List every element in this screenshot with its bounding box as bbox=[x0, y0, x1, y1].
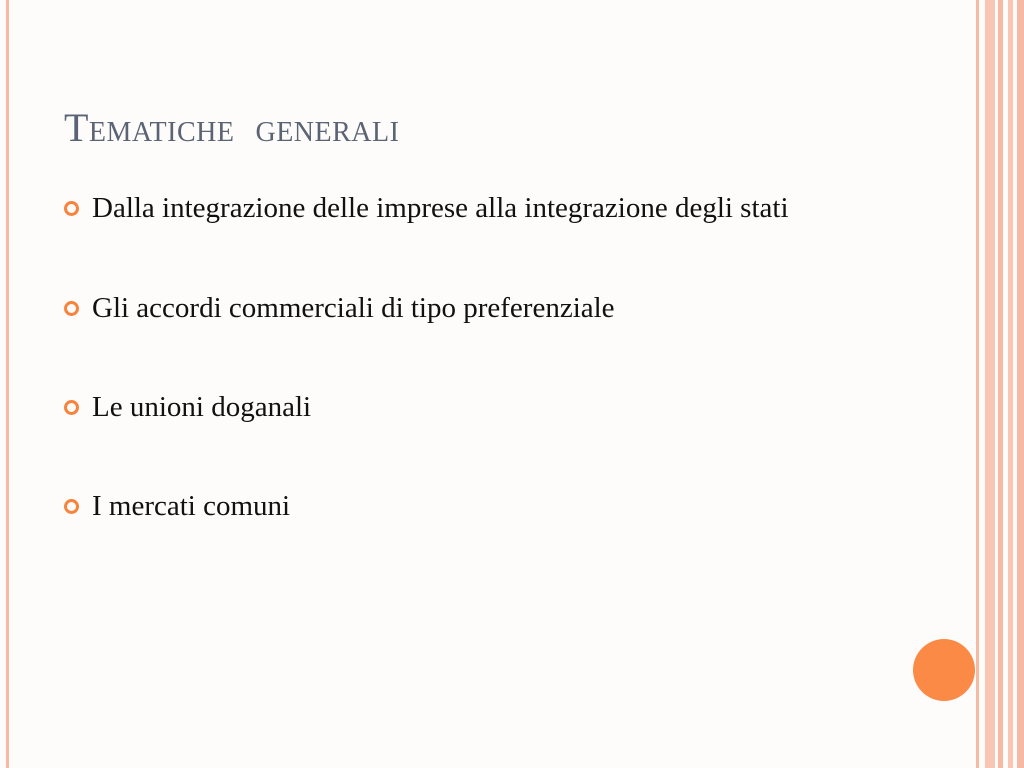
orange-circle-decoration bbox=[913, 639, 975, 701]
bullet-text: Gli accordi commerciali di tipo preferenziale bbox=[92, 292, 615, 324]
bullet-item bbox=[64, 288, 884, 328]
bullet-icon bbox=[64, 499, 79, 514]
bullet-text: Dalla integrazione delle imprese alla integrazione degli stati bbox=[92, 192, 789, 224]
bullet-item bbox=[64, 387, 884, 427]
right-decorative-stripe bbox=[1017, 0, 1024, 768]
left-decorative-stripe bbox=[6, 0, 9, 768]
bullet-item bbox=[64, 486, 884, 526]
bullet-icon bbox=[64, 201, 79, 216]
bullet-list bbox=[64, 188, 884, 526]
bullet-icon bbox=[64, 400, 79, 415]
right-decorative-stripe bbox=[998, 0, 1003, 768]
right-decorative-stripe bbox=[1008, 0, 1013, 768]
bullet-item bbox=[64, 188, 884, 228]
right-decorative-stripe bbox=[976, 0, 979, 768]
bullet-icon bbox=[64, 301, 79, 316]
slide-title: Tematiche generali bbox=[64, 105, 400, 150]
bullet-text: I mercati comuni bbox=[92, 490, 291, 522]
bullet-text: Le unioni doganali bbox=[92, 391, 312, 423]
right-decorative-stripe bbox=[985, 0, 995, 768]
